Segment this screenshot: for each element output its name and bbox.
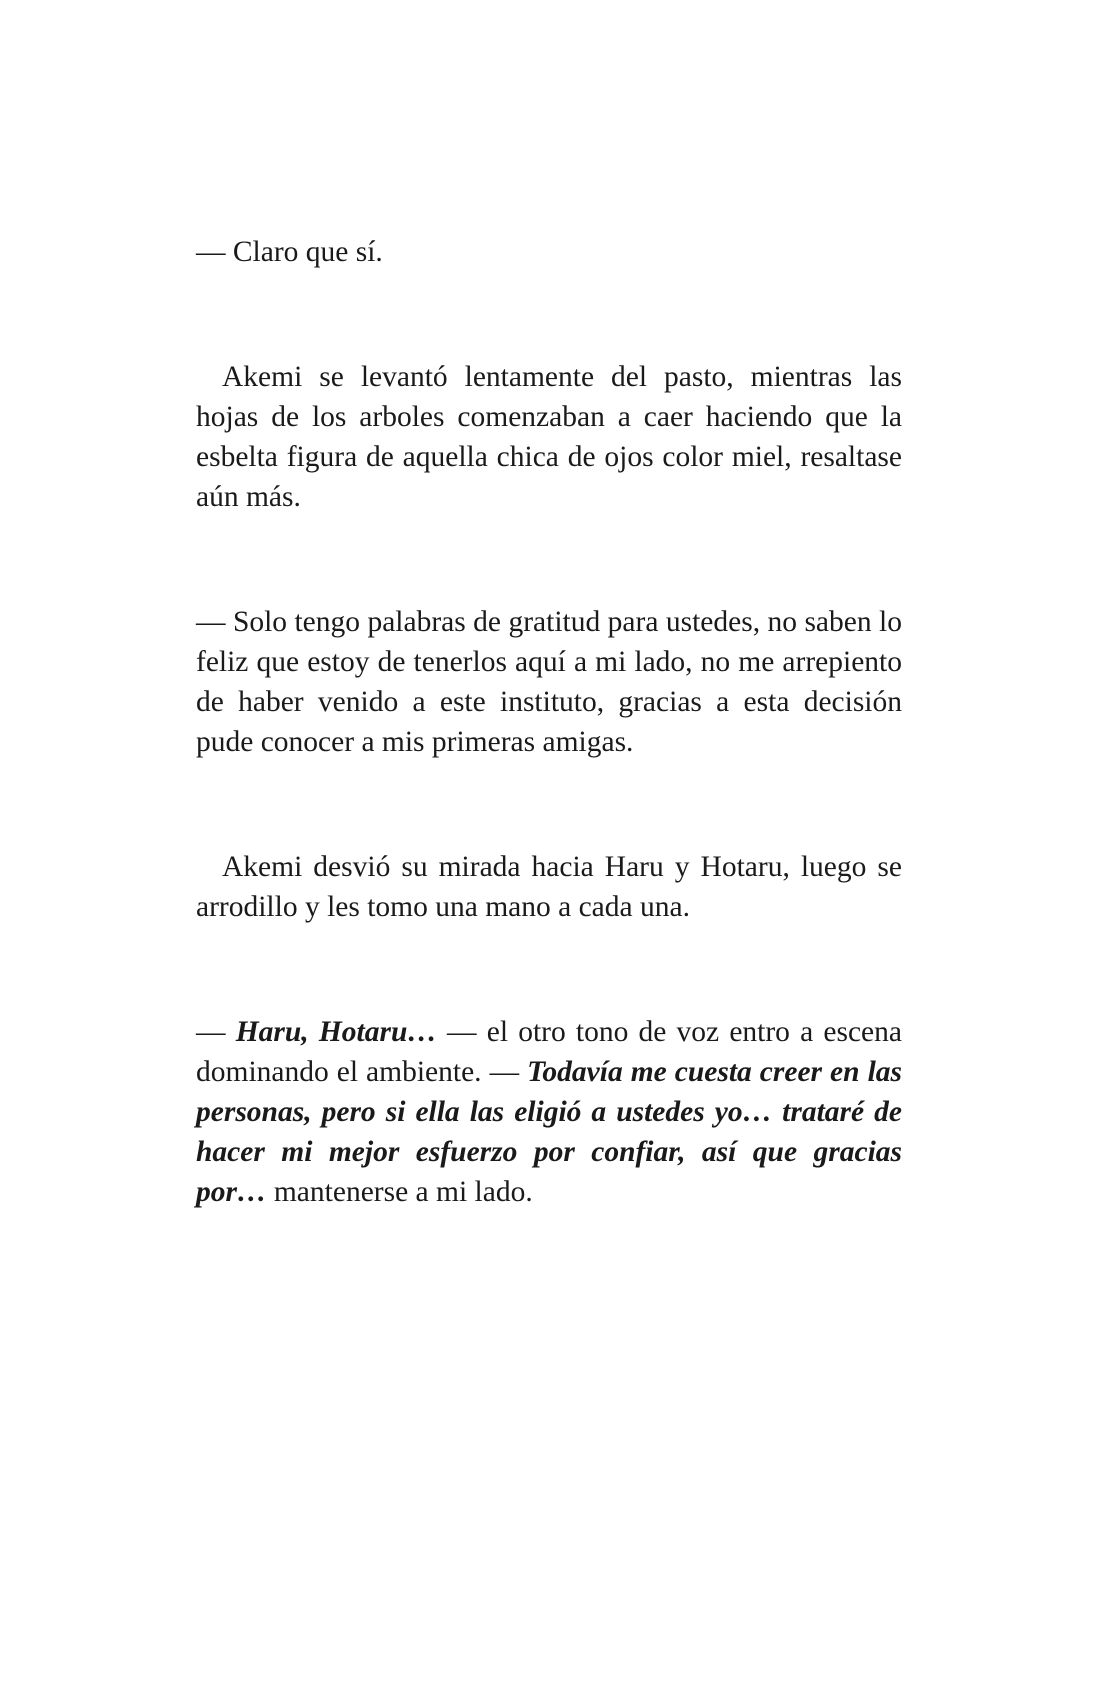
dash: — — [196, 1016, 236, 1048]
narration-inline: — el otro tono de voz entro a escena dominando el ambiente. — — [196, 1016, 902, 1088]
speech-ending: mantenerse a mi lado. — [266, 1176, 533, 1208]
page-body — [196, 232, 902, 1212]
narration-paragraph-1: Akemi se levantó lentamente del pasto, mientras las hojas de los arboles comenzaban a caer haciendo que la esbelta figura de aquella chica de ojos color miel, resaltase aún más. — [196, 361, 902, 513]
paragraph-gap — [196, 762, 902, 847]
emphasized-speech-1: Haru, Hotaru… — [235, 1016, 437, 1048]
narration-paragraph-2: Akemi desvió su mirada hacia Haru y Hotaru, luego se arrodillo y les tomo una mano a cada una. — [196, 851, 902, 923]
paragraph-gap — [196, 272, 902, 357]
dialogue-line-1: — Claro que sí. — [196, 236, 383, 268]
paragraph-gap — [196, 927, 902, 1012]
dialogue-paragraph-2: — Solo tengo palabras de gratitud para ustedes, no saben lo feliz que estoy de tenerlos aquí a mi lado, no me arrepiento de haber venido a este instituto, gracias a esta decisión pude conocer a mis primeras amigas. — [196, 606, 902, 758]
paragraph-gap — [196, 517, 902, 602]
dialogue-paragraph-3 — [196, 1012, 902, 1212]
emphasized-speech-2: Todavía me cuesta creer en las personas, pero si ella las eligió a ustedes yo… trataré de hacer mi mejor esfuerzo por confiar, así que gracias por… — [196, 1056, 902, 1208]
